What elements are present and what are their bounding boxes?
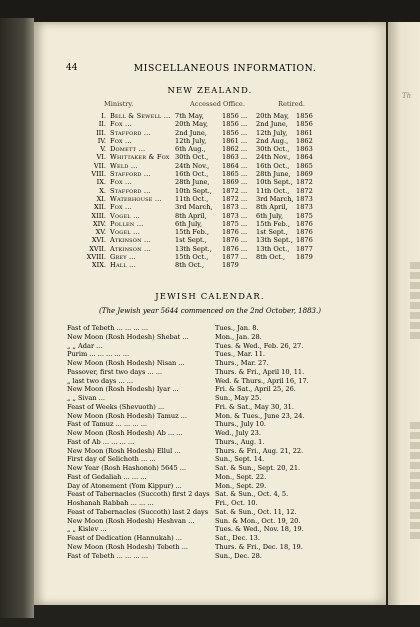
calendar-row bbox=[0, 525, 352, 534]
retired-year: 1876 bbox=[296, 236, 313, 245]
retired-date: 8th April, bbox=[256, 203, 288, 212]
ministry-number: VIII. bbox=[91, 170, 106, 179]
calendar-dates: Sun., Dec. 28. bbox=[215, 551, 262, 560]
calendar-dates: Sun. & Mon., Oct. 19, 20. bbox=[215, 516, 301, 525]
ministry-row bbox=[0, 253, 352, 261]
accessed-date: 7th May, bbox=[175, 112, 204, 120]
calendar-row bbox=[0, 517, 352, 526]
calendar-row bbox=[0, 499, 352, 508]
ministry-number: V. bbox=[100, 145, 106, 154]
accessed-year: 1877 ... bbox=[222, 253, 248, 262]
calendar-dates: Wed. & Thurs., April 16, 17. bbox=[215, 376, 309, 385]
accessed-date: 24th Nov., bbox=[175, 161, 210, 170]
accessed-year: 1856 ... bbox=[222, 128, 248, 137]
ministry-number: VI. bbox=[96, 153, 106, 162]
calendar-row bbox=[0, 333, 352, 342]
ministry-row bbox=[0, 236, 352, 244]
ministry-name: Domett ... bbox=[110, 145, 146, 154]
retired-date: 2nd June, bbox=[256, 120, 288, 129]
ministry-name: Vogel ... bbox=[110, 211, 141, 220]
calendar-event: Feast of Weeks (Shevuoth) ... bbox=[67, 402, 165, 411]
accessed-date: 28th June, bbox=[175, 178, 210, 187]
retired-year: 1872 bbox=[296, 186, 313, 195]
ministry-name: Pollen ... bbox=[110, 219, 144, 228]
accessed-year: 1879 bbox=[222, 261, 239, 270]
ministry-row bbox=[0, 187, 352, 195]
ministry-row bbox=[0, 162, 352, 170]
ministry-number: IV. bbox=[97, 136, 106, 145]
accessed-year: 1862 ... bbox=[222, 145, 248, 154]
binding-top-edge bbox=[0, 0, 420, 22]
accessed-year: 1863 ... bbox=[222, 153, 248, 162]
retired-date: 2nd Aug., bbox=[256, 136, 289, 145]
calendar-event: Fast of Gedaliah ... ... ... bbox=[67, 472, 147, 481]
ministry-row bbox=[0, 137, 352, 145]
retired-date: 1st Sept., bbox=[256, 228, 288, 237]
ministry-name: Stafford ... bbox=[110, 170, 151, 179]
ministry-row bbox=[0, 195, 352, 203]
ministry-name: Stafford ... bbox=[110, 186, 151, 195]
retired-year: 1864 bbox=[296, 153, 313, 162]
calendar-dates: Thurs., Aug. 1. bbox=[215, 437, 265, 446]
calendar-event: „ last two days ... ... bbox=[67, 376, 134, 385]
ministry-number: XII. bbox=[94, 203, 106, 212]
calendar-dates: Mon., Jan. 28. bbox=[215, 332, 262, 341]
ministry-name: Vogel ... bbox=[110, 228, 141, 237]
retired-date: 6th July, bbox=[256, 211, 284, 220]
retired-date: 20th May, bbox=[256, 112, 290, 120]
accessed-date: 10th Sept., bbox=[175, 186, 212, 195]
calendar-event: Day of Atonement (Yom Kippur) ... bbox=[67, 481, 182, 490]
accessed-date: 11th Oct., bbox=[175, 194, 209, 203]
ministry-number: III. bbox=[96, 128, 106, 137]
calendar-row bbox=[0, 385, 352, 394]
accessed-year: 1856 ... bbox=[222, 120, 248, 129]
ministry-number: XVII. bbox=[89, 244, 106, 253]
accessed-year: 1865 ... bbox=[222, 170, 248, 179]
new-zealand-section-title: NEW ZEALAND. bbox=[167, 85, 253, 95]
calendar-dates: Sat. & Sun., Sept. 20, 21. bbox=[215, 464, 301, 472]
calendar-dates: Fri. & Sat., April 25, 26. bbox=[215, 385, 296, 394]
retired-year: 1856 bbox=[296, 112, 313, 120]
facing-page-text-fragment bbox=[410, 262, 420, 342]
accessed-date: 6th Aug., bbox=[175, 145, 206, 154]
calendar-dates: Thurs. & Fri., April 10, 11. bbox=[215, 367, 305, 376]
calendar-dates: Sat. & Sun., Oct. 4, 5. bbox=[215, 490, 289, 499]
ministry-name: Fox ... bbox=[110, 120, 132, 129]
calendar-row bbox=[0, 534, 352, 543]
calendar-row bbox=[0, 420, 352, 429]
calendar-event: Purim ... ... ... ... ... bbox=[67, 350, 130, 359]
calendar-event: Feast of Tabernacles (Succoth) last 2 days bbox=[67, 507, 209, 516]
retired-date: 13th Oct., bbox=[256, 244, 290, 253]
facing-page-edge bbox=[388, 22, 420, 605]
calendar-dates: Mon. & Tues., June 23, 24. bbox=[215, 411, 305, 420]
retired-year: 1879 bbox=[296, 253, 313, 262]
calendar-dates: Mon., Sept. 22. bbox=[215, 472, 267, 481]
calendar-dates: Thurs. & Fri., Aug. 21, 22. bbox=[215, 446, 304, 455]
calendar-dates: Fri. & Sat., May 30, 31. bbox=[215, 402, 294, 411]
ministry-number: XI. bbox=[96, 194, 106, 203]
ministry-number: XIV. bbox=[92, 219, 106, 228]
accessed-year: 1876 ... bbox=[222, 236, 248, 245]
ministry-number: I. bbox=[101, 112, 106, 120]
accessed-date: 13th Sept., bbox=[175, 244, 212, 253]
calendar-row bbox=[0, 359, 352, 368]
accessed-column-header: Accessed Office. bbox=[190, 100, 245, 108]
accessed-year: 1876 ... bbox=[222, 228, 248, 237]
ministry-name: Stafford ... bbox=[110, 128, 151, 137]
retired-year: 1865 bbox=[296, 161, 313, 170]
retired-year: 1862 bbox=[296, 136, 313, 145]
retired-date: 3rd March, bbox=[256, 194, 294, 203]
accessed-year: 1856 ... bbox=[222, 112, 248, 120]
calendar-event: New Moon (Rosh Hodesh) Ab ... ... bbox=[67, 429, 183, 437]
calendar-dates: Sat., Dec. 13. bbox=[215, 534, 260, 542]
accessed-date: 30th Oct., bbox=[175, 153, 209, 162]
ministry-name: Atkinson ... bbox=[110, 236, 151, 245]
calendar-dates: Tues., Mar. 11. bbox=[215, 350, 266, 359]
retired-date: 15th Feb., bbox=[256, 219, 290, 228]
facing-page-text-fragment bbox=[410, 422, 420, 542]
calendar-event: Fast of Tebeth ... ... ... ... bbox=[67, 324, 149, 332]
calendar-event: „ „ Kislev ... bbox=[67, 525, 107, 534]
accessed-year: 1872 ... bbox=[222, 186, 248, 195]
ministry-number: XVI. bbox=[91, 236, 106, 245]
calendar-row bbox=[0, 552, 352, 561]
calendar-event: First day of Selichoth ... ... bbox=[67, 455, 156, 464]
retired-year: 1863 bbox=[296, 145, 313, 154]
calendar-row bbox=[0, 482, 352, 491]
ministry-name: Atkinson ... bbox=[110, 244, 151, 253]
calendar-dates: Sun., Sept. 14. bbox=[215, 455, 265, 464]
running-title: MISCELLANEOUS INFORMATION. bbox=[133, 63, 317, 74]
ministry-number: II. bbox=[98, 120, 106, 129]
ministry-name: Weld ... bbox=[110, 161, 138, 170]
accessed-year: 1872 ... bbox=[222, 194, 248, 203]
accessed-date: 8th Oct., bbox=[175, 261, 205, 270]
ministry-number: IX. bbox=[96, 178, 106, 187]
ministry-name: Waterhouse ... bbox=[110, 194, 162, 203]
retired-date: 10th Sept., bbox=[256, 178, 293, 187]
retired-year: 1856 bbox=[296, 120, 313, 129]
ministry-number: XIII. bbox=[91, 211, 106, 220]
ministry-name: Whittaker & Fox bbox=[110, 153, 170, 162]
calendar-row bbox=[0, 342, 352, 351]
ministry-row bbox=[0, 112, 352, 120]
calendar-event: Hoshanah Rabbah ... ... ... bbox=[67, 499, 154, 507]
retired-year: 1875 bbox=[296, 211, 313, 220]
calendar-row bbox=[0, 412, 352, 421]
accessed-date: 20th May, bbox=[175, 120, 209, 129]
retired-date: 16th Oct., bbox=[256, 161, 290, 170]
calendar-event: „ „ Sivan ... bbox=[67, 394, 105, 402]
calendar-event: New Moon (Rosh Hodesh) Tamuz ... bbox=[67, 411, 187, 420]
ministry-row bbox=[0, 145, 352, 153]
calendar-event: New Moon (Rosh Hodesh) Heshvan ... bbox=[67, 516, 195, 525]
ministry-row bbox=[0, 245, 352, 253]
calendar-row bbox=[0, 438, 352, 447]
calendar-event: „ „ Adar ... bbox=[67, 341, 103, 350]
ministry-name: Fox ... bbox=[110, 203, 132, 212]
calendar-event: New Moon (Rosh Hodesh) Ellul ... bbox=[67, 446, 181, 455]
ministry-table bbox=[0, 112, 352, 270]
retired-date: 30th Oct., bbox=[256, 145, 290, 154]
calendar-dates: Thurs. & Fri., Dec. 18, 19. bbox=[215, 542, 303, 551]
accessed-date: 15th Oct., bbox=[175, 253, 209, 262]
ministry-row bbox=[0, 129, 352, 137]
calendar-row bbox=[0, 377, 352, 386]
accessed-date: 6th July, bbox=[175, 219, 203, 228]
calendar-row bbox=[0, 490, 352, 499]
calendar-event: New Moon (Rosh Hodesh) Nisan ... bbox=[67, 359, 185, 367]
retired-date: 11th Oct., bbox=[256, 186, 290, 195]
calendar-row bbox=[0, 394, 352, 403]
accessed-year: 1869 ... bbox=[222, 178, 248, 187]
calendar-row bbox=[0, 350, 352, 359]
accessed-year: 1864 ... bbox=[222, 161, 248, 170]
retired-year: 1861 bbox=[296, 128, 313, 137]
calendar-row bbox=[0, 368, 352, 377]
accessed-year: 1875 ... bbox=[222, 219, 248, 228]
ministry-row bbox=[0, 120, 352, 128]
retired-year: 1873 bbox=[296, 203, 313, 212]
ministry-number: XIX. bbox=[91, 261, 106, 270]
retired-year: 1873 bbox=[296, 194, 313, 203]
calendar-event: New Moon (Rosh Hodesh) Shebat ... bbox=[67, 332, 189, 341]
jewish-calendar-list bbox=[0, 324, 352, 560]
calendar-event: New Moon (Rosh Hodesh) Iyar ... bbox=[67, 385, 179, 394]
calendar-row bbox=[0, 473, 352, 482]
calendar-row bbox=[0, 447, 352, 456]
calendar-dates: Wed., July 23. bbox=[215, 429, 261, 437]
accessed-date: 1st Sept., bbox=[175, 236, 207, 245]
accessed-date: 16th Oct., bbox=[175, 170, 209, 179]
page-number: 44 bbox=[66, 63, 78, 73]
retired-column-header: Retired. bbox=[278, 100, 305, 108]
ministry-name: Hall ... bbox=[110, 261, 136, 270]
ministry-row bbox=[0, 153, 352, 161]
calendar-dates: Tues. & Wed., Feb. 26, 27. bbox=[215, 341, 304, 350]
ministry-row bbox=[0, 228, 352, 236]
calendar-dates: Thurs., Mar. 27. bbox=[215, 359, 269, 367]
accessed-date: 15th Feb., bbox=[175, 228, 209, 237]
ministry-row bbox=[0, 203, 352, 211]
calendar-dates: Mon., Sept. 29. bbox=[215, 481, 267, 490]
calendar-event: New Moon (Rosh Hodesh) Tebeth ... bbox=[67, 542, 189, 551]
calendar-dates: Tues., Jan. 8. bbox=[215, 324, 259, 332]
calendar-row bbox=[0, 464, 352, 473]
ministry-column-header: Ministry. bbox=[104, 100, 134, 108]
retired-year: 1876 bbox=[296, 228, 313, 237]
accessed-date: 2nd June, bbox=[175, 128, 207, 137]
accessed-year: 1873 ... bbox=[222, 211, 248, 220]
calendar-dates: Sat. & Sun., Oct. 11, 12. bbox=[215, 507, 297, 516]
calendar-event: Fast of Tamuz ... ... ... ... bbox=[67, 420, 148, 429]
calendar-dates: Fri., Oct. 10. bbox=[215, 499, 258, 507]
ministry-name: Fox ... bbox=[110, 136, 132, 145]
retired-date: 13th Sept., bbox=[256, 236, 293, 245]
calendar-row bbox=[0, 455, 352, 464]
retired-year: 1876 bbox=[296, 219, 313, 228]
calendar-row bbox=[0, 324, 352, 333]
ministry-row bbox=[0, 220, 352, 228]
calendar-event: Fast of Tebeth ... ... ... ... bbox=[67, 551, 149, 560]
calendar-row bbox=[0, 429, 352, 438]
retired-year: 1877 bbox=[296, 244, 313, 253]
accessed-year: 1861 ... bbox=[222, 136, 248, 145]
calendar-row bbox=[0, 543, 352, 552]
accessed-year: 1873 ... bbox=[222, 203, 248, 212]
ministry-row bbox=[0, 170, 352, 178]
accessed-date: 12th July, bbox=[175, 136, 207, 145]
ministry-number: XV. bbox=[95, 228, 106, 237]
facing-page-header-fragment: Th bbox=[402, 92, 412, 100]
jewish-calendar-section-title: JEWISH CALENDAR. bbox=[155, 291, 265, 301]
retired-date: 12th July, bbox=[256, 128, 288, 137]
retired-year: 1872 bbox=[296, 178, 313, 187]
accessed-year: 1876 ... bbox=[222, 244, 248, 253]
calendar-dates: Tues. & Wed., Nov. 18, 19. bbox=[215, 525, 304, 534]
calendar-event: Passover, first two days ... ... bbox=[67, 367, 163, 376]
ministry-number: XVIII. bbox=[86, 253, 106, 262]
calendar-row bbox=[0, 403, 352, 412]
ministry-name: Bell & Sewell ... bbox=[110, 112, 171, 120]
retired-date: 24th Nov., bbox=[256, 153, 291, 162]
ministry-row bbox=[0, 261, 352, 269]
retired-year: 1869 bbox=[296, 170, 313, 179]
ministry-row bbox=[0, 178, 352, 186]
calendar-event: New Year (Rosh Hashonoh) 5645 ... bbox=[67, 464, 187, 472]
calendar-event: Feast of Tabernacles (Succoth) first 2 days bbox=[67, 490, 210, 499]
ministry-number: VII. bbox=[93, 161, 106, 170]
jewish-calendar-note: (The Jewish year 5644 commenced on the 2nd October, 1883.) bbox=[99, 307, 321, 315]
ministry-row bbox=[0, 212, 352, 220]
calendar-dates: Sun., May 25. bbox=[215, 394, 262, 402]
calendar-event: Feast of Dedication (Hannukah) ... bbox=[67, 534, 183, 542]
calendar-event: Fast of Ab ... ... ... ... bbox=[67, 437, 135, 446]
ministry-name: Grey ... bbox=[110, 253, 136, 262]
accessed-date: 8th April, bbox=[175, 211, 207, 220]
ministry-name: Fox ... bbox=[110, 178, 132, 187]
ministry-number: X. bbox=[99, 186, 106, 195]
retired-date: 8th Oct., bbox=[256, 253, 286, 262]
accessed-date: 3rd March, bbox=[175, 203, 213, 212]
calendar-dates: Thurs., July 10. bbox=[215, 420, 267, 429]
retired-date: 28th June, bbox=[256, 170, 291, 179]
calendar-row bbox=[0, 508, 352, 517]
